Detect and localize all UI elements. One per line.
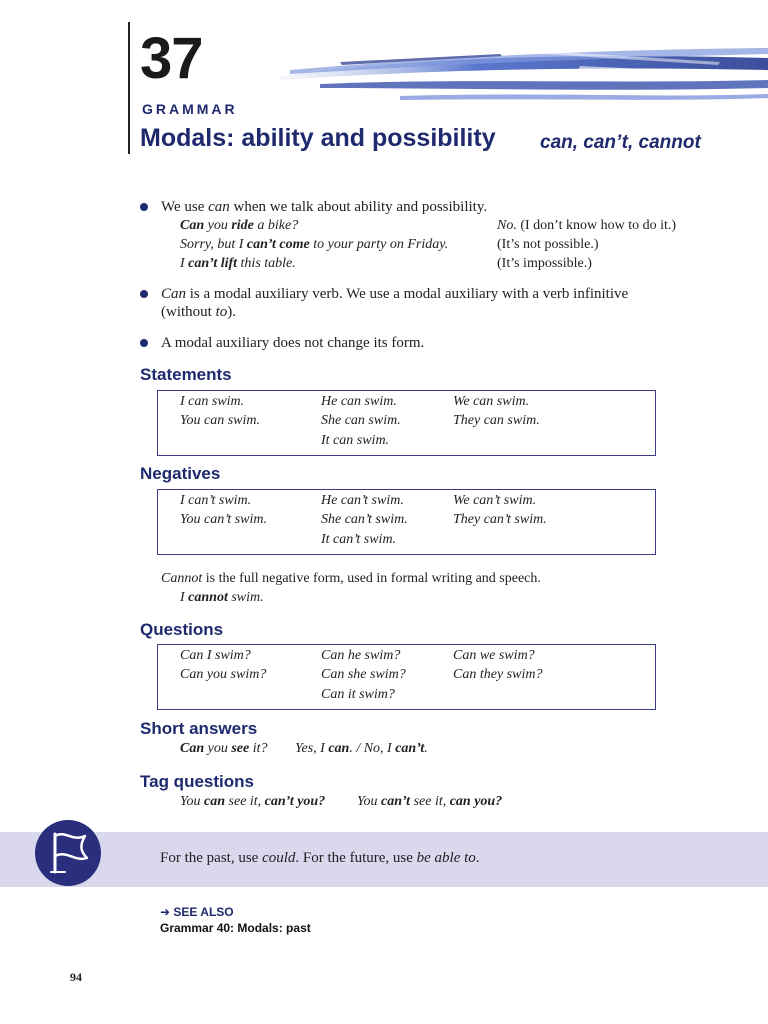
example-3: I can’t lift this table.	[180, 256, 296, 271]
see-also-link[interactable]: Grammar 40: Modals: past	[160, 921, 311, 935]
questions-heading: Questions	[140, 620, 224, 639]
tag-question-2: You can’t see it, can you?	[357, 794, 503, 809]
table-cell: They can’t swim.	[453, 512, 547, 527]
intro-bullet-2-line-2: (without to).	[161, 304, 237, 320]
short-answers-heading: Short answers	[140, 719, 258, 738]
questions-table	[157, 644, 656, 710]
table-cell: She can’t swim.	[321, 512, 408, 527]
arrow-right-icon: ➜	[160, 905, 171, 919]
table-cell: Can she swim?	[321, 667, 406, 682]
tip-text: For the past, use could. For the future, use be able to.	[160, 850, 480, 866]
table-cell: We can’t swim.	[453, 493, 537, 508]
example-3-note: (It’s impossible.)	[497, 256, 592, 271]
bullet-icon	[140, 339, 148, 347]
see-also-label: ➜ SEE ALSO	[160, 905, 234, 919]
bullet-icon	[140, 203, 148, 211]
short-answer-question: Can you see it?	[180, 741, 268, 756]
table-cell: Can they swim?	[453, 667, 543, 682]
intro-bullet-3: A modal auxiliary does not change its form.	[161, 335, 425, 351]
table-cell: We can swim.	[453, 394, 530, 409]
negatives-table	[157, 489, 656, 555]
page-title: Modals: ability and possibility	[140, 124, 496, 152]
tag-question-1: You can see it, can’t you?	[180, 794, 326, 809]
header-rule	[128, 22, 130, 154]
table-cell: He can’t swim.	[321, 493, 404, 508]
example-2: Sorry, but I can’t come to your party on Friday.	[180, 237, 449, 252]
statements-heading: Statements	[140, 365, 232, 384]
cannot-example: I cannot swim.	[180, 590, 264, 605]
table-cell: You can swim.	[180, 413, 261, 428]
intro-bullet-1: We use can when we talk about ability and possibility.	[161, 199, 488, 215]
table-cell: It can’t swim.	[321, 532, 397, 547]
short-answer-reply: Yes, I can. / No, I can’t.	[295, 741, 428, 756]
page-subtitle: can, can’t, cannot	[540, 132, 701, 153]
example-2-note: (It’s not possible.)	[497, 237, 599, 252]
table-cell: He can swim.	[321, 394, 397, 409]
table-cell: Can you swim?	[180, 667, 267, 682]
table-cell: They can swim.	[453, 413, 540, 428]
table-cell: You can’t swim.	[180, 512, 268, 527]
section-label: GRAMMAR	[142, 101, 238, 117]
bullet-icon	[140, 290, 148, 298]
tag-questions-heading: Tag questions	[140, 772, 254, 791]
page-number: 94	[70, 970, 82, 984]
table-cell: Can I swim?	[180, 648, 251, 663]
table-cell: Can it swim?	[321, 687, 395, 702]
table-cell: It can swim.	[321, 433, 390, 448]
example-1: Can you ride a bike?	[180, 218, 299, 233]
cannot-note: Cannot is the full negative form, used in formal writing and speech.	[161, 571, 541, 586]
table-cell: Can he swim?	[321, 648, 401, 663]
table-cell: I can’t swim.	[180, 493, 252, 508]
table-cell: I can swim.	[180, 394, 245, 409]
example-1-note: No. (I don’t know how to do it.)	[497, 218, 677, 233]
table-cell: She can swim.	[321, 413, 401, 428]
negatives-heading: Negatives	[140, 464, 221, 483]
intro-bullet-2-line-1: Can is a modal auxiliary verb. We use a modal auxiliary with a verb infinitive	[161, 286, 629, 302]
table-cell: Can we swim?	[453, 648, 535, 663]
flag-icon	[35, 820, 101, 886]
decorative-banner	[280, 40, 768, 108]
statements-table	[157, 390, 656, 456]
unit-number: 37	[140, 26, 203, 91]
